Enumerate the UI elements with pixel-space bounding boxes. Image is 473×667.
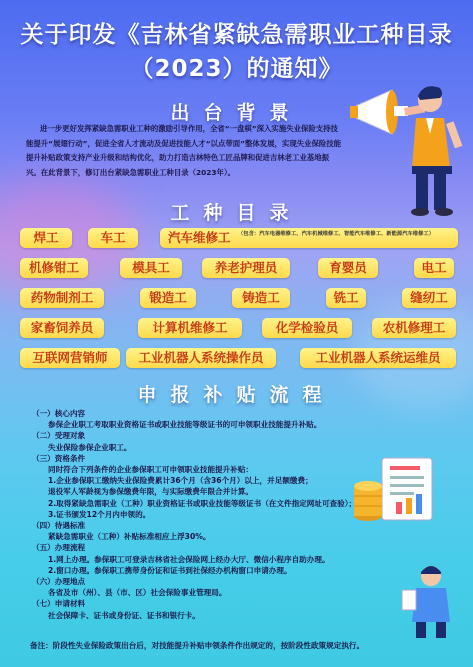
catalog-item: 模具工 <box>120 258 182 278</box>
catalog-item: 化学检验员 <box>262 318 352 338</box>
catalog-item-auto: 汽车维修工 （包含：汽车电器维修工、汽车机械维修工、智能汽车维修工、新能源汽车维修工） <box>160 228 458 248</box>
catalog-item: 养老护理员 <box>202 258 290 278</box>
process-section-line: 3.证书颁发12个月内申领的。 <box>48 509 151 519</box>
process-section-line: 2.取得紧缺急需职业（工种）职业资格证书或职业技能等级证书（在文件指定网址可查验）； <box>48 498 357 508</box>
auto-repair-note: （包含：汽车电器维修工、汽车机械维修工、智能汽车维修工、新能源汽车维修工） <box>238 231 434 237</box>
catalog-heading: 工种目录 <box>170 202 303 224</box>
catalog-item: 车工 <box>88 228 138 248</box>
process-section-heading: （一）核心内容 <box>32 409 86 418</box>
catalog-item: 铣工 <box>326 288 366 308</box>
process-section-heading: （七）申请材料 <box>32 599 86 609</box>
catalog-item: 铸造工 <box>232 288 290 308</box>
process-section-line: 社会保障卡、证书或身份证、证书和银行卡。 <box>48 610 200 620</box>
process-section-line: 失业保险参保企业职工。 <box>48 442 132 452</box>
catalog-item: 电工 <box>414 258 454 278</box>
page-title-line2: （2023）的通知》 <box>130 56 343 82</box>
catalog-item: 机修钳工 <box>20 258 88 278</box>
process-section-line: 同时符合下列条件的企业参保职工可申领职业技能提升补贴： <box>48 465 254 475</box>
catalog-item: 焊工 <box>20 228 72 248</box>
process-section-line: 参保企业职工考取职业资格证书或职业技能等级证书的可申领职业技能提升补贴。 <box>48 420 322 430</box>
catalog-item: 农机修理工 <box>372 318 456 338</box>
process-section-line: 退役军人军龄视为参保缴费年限，与实际缴费年限合并计算。 <box>48 487 254 497</box>
catalog-item: 缝纫工 <box>402 288 456 308</box>
process-section-heading: （五）办理流程 <box>32 543 86 553</box>
catalog-item: 计算机维修工 <box>138 318 242 338</box>
process-heading: 申报补贴流程 <box>137 384 336 406</box>
catalog-item: 互联网营销师 <box>20 348 120 368</box>
process-section-heading: （六）办理地点 <box>32 577 86 587</box>
person-illustration <box>398 560 464 640</box>
catalog-item: 锻造工 <box>140 288 196 308</box>
catalog-item: 药物制剂工 <box>20 288 104 308</box>
catalog-item: 工业机器人系统运维员 <box>300 348 456 368</box>
process-section-line: 各省及市（州）、县（市、区）社会保险事业管理局。 <box>48 588 227 598</box>
process-content <box>32 408 392 621</box>
process-section-heading: （二）受理对象 <box>32 431 86 441</box>
process-section-line: 1.网上办理。参保职工可登录吉林省社会保险网上经办大厅、微信小程序自助办理。 <box>48 554 330 564</box>
background-paragraph: 进一步更好发挥紧缺急需职业工种的激励引导作用，全省“一盘棋”深入实施失业保险支持技能提升“展翅行动”，促进全省人才流动及促进技能人才“以点带面”整体发展，实现失业保险技能提升补贴政策支持产业升级和结构优化，助力打造吉林特色工匠品牌和促进吉林老工业基地振兴。在此背景下，修订出台紧缺急需职业工种目录（2023年）。 <box>26 124 342 177</box>
catalog-item: 育婴员 <box>318 258 378 278</box>
background-heading: 出台背景 <box>170 102 303 124</box>
process-section-line: 2.窗口办理。参保职工携带身份证和证书到社保经办机构窗口申请办理。 <box>48 565 292 575</box>
process-section-line: 1.企业参保职工缴纳失业保险费累计36个月（含36个月）以上，并足额缴费； <box>48 476 313 486</box>
process-section-heading: （三）资格条件 <box>32 453 86 463</box>
catalog-item: 工业机器人系统操作员 <box>126 348 276 368</box>
page-title-line1: 关于印发《吉林省紧缺急需职业工种目录 <box>20 22 453 48</box>
process-section-line: 紧缺急需职业（工种）补贴标准相应上浮30%。 <box>48 532 211 542</box>
process-section-heading: （四）待遇标准 <box>32 521 86 531</box>
footer-note: 备注：阶段性失业保险政策出台后，对技能提升补贴申领条件作出规定的，按阶段性政策规定执行。 <box>30 641 365 650</box>
catalog-item: 家畜饲养员 <box>20 318 104 338</box>
